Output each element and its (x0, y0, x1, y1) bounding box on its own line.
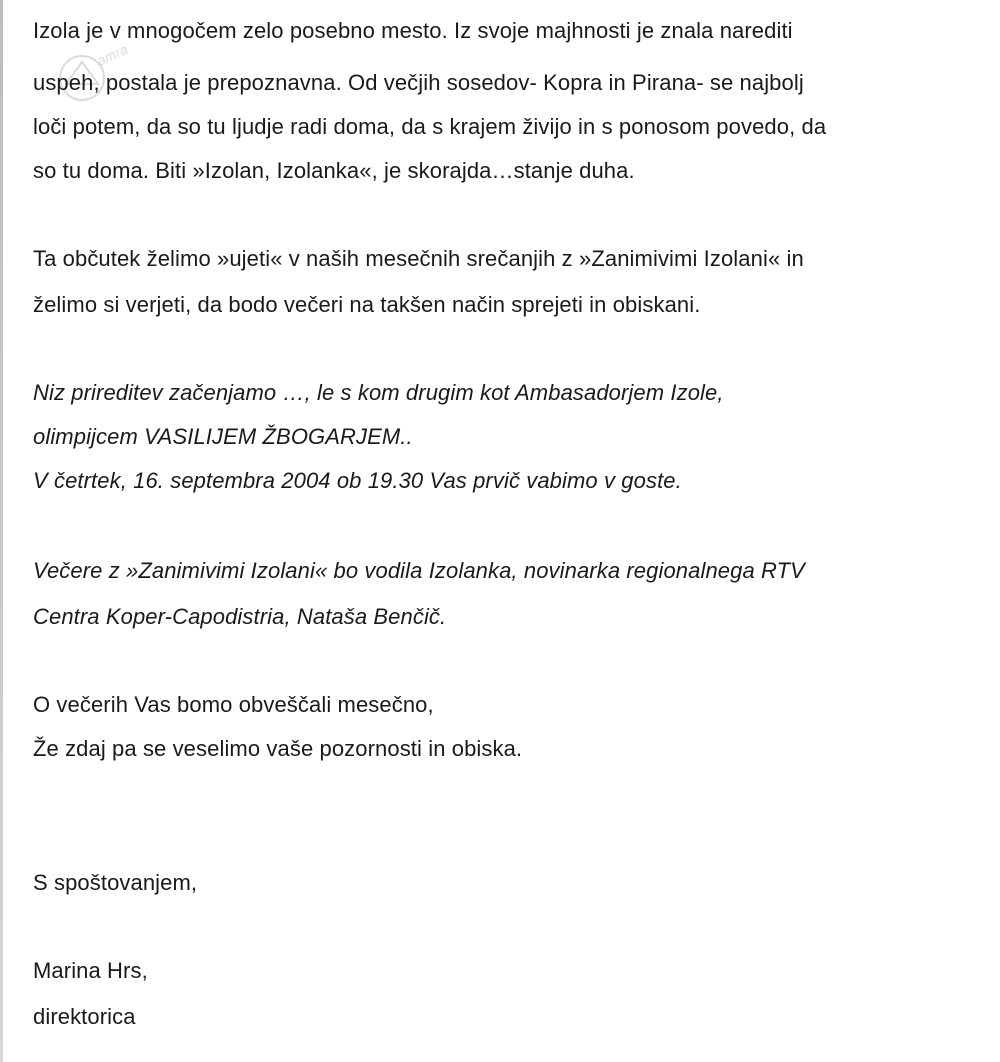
paragraph-2-line-1: Ta občutek želimo »ujeti« v naših mesečnih srečanjih z »Zanimivimi Izolani« in (33, 246, 804, 271)
signature-title: direktorica (33, 1004, 136, 1029)
paragraph-1-line-1: Izola je v mnogočem zelo posebno mesto. Iz svoje majhnosti je znala narediti (33, 18, 793, 43)
scan-edge (0, 0, 3, 1062)
paragraph-5-line-1: O večerih Vas bomo obveščali mesečno, (33, 692, 434, 717)
paragraph-1-line-4: so tu doma. Biti »Izolan, Izolanka«, je skorajda…stanje duha. (33, 158, 635, 183)
paragraph-3-line-1: Niz prireditev začenjamo …, le s kom drugim kot Ambasadorjem Izole, (33, 380, 724, 405)
paragraph-4-line-1: Večere z »Zanimivimi Izolani« bo vodila Izolanka, novinarka regionalnega RTV (33, 558, 805, 583)
signature-name: Marina Hrs, (33, 958, 148, 983)
paragraph-2-line-2: želimo si verjeti, da bodo večeri na takšen način sprejeti in obiskani. (33, 292, 701, 317)
paragraph-3-line-3: V četrtek, 16. septembra 2004 ob 19.30 Vas prvič vabimo v goste. (33, 468, 682, 493)
paragraph-4-line-2: Centra Koper-Capodistria, Nataša Benčič. (33, 604, 447, 629)
paragraph-5-line-2: Že zdaj pa se veselimo vaše pozornosti in obiska. (33, 736, 523, 761)
paragraph-1-line-2: uspeh, postala je prepoznavna. Od večjih sosedov- Kopra in Pirana- se najbolj (33, 70, 804, 95)
svg-text:amra: amra (94, 40, 131, 69)
closing-salutation: S spoštovanjem, (33, 870, 198, 895)
paragraph-1-line-3: loči potem, da so tu ljudje radi doma, da s krajem živijo in s ponosom povedo, da (33, 114, 827, 139)
paragraph-3-line-2: olimpijcem VASILIJEM ŽBOGARJEM.. (33, 424, 413, 449)
